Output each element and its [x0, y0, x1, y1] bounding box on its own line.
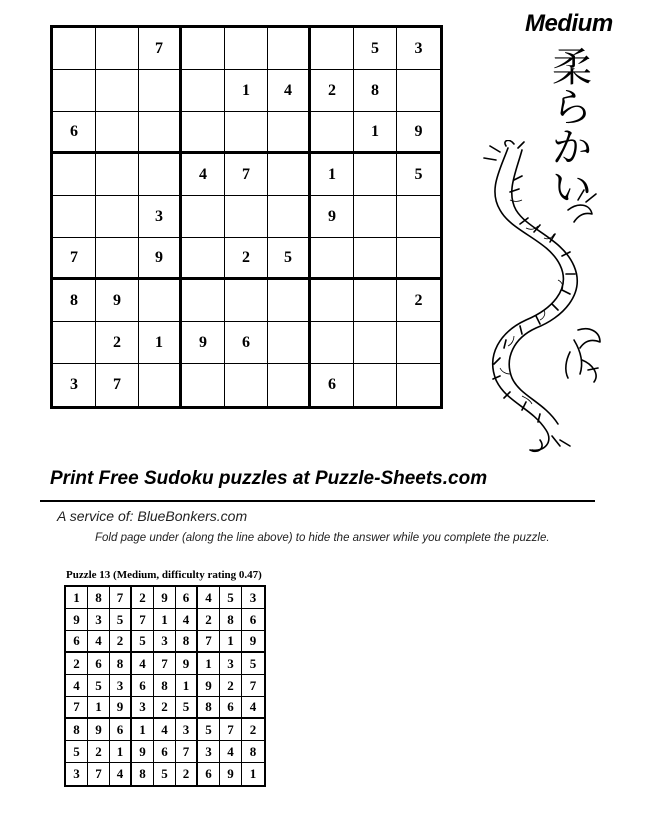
puzzle-cell: [397, 70, 440, 112]
answer-cell: 3: [66, 763, 88, 785]
answer-cell: 7: [154, 653, 176, 675]
puzzle-cell: 6: [311, 364, 354, 406]
puzzle-cell: [139, 154, 182, 196]
answer-caption: Puzzle 13 (Medium, difficulty rating 0.47): [66, 569, 262, 581]
puzzle-cell: [354, 364, 397, 406]
answer-cell: 2: [220, 675, 242, 697]
puzzle-cell: 9: [96, 280, 139, 322]
puzzle-cell: 9: [182, 322, 225, 364]
answer-cell: 4: [242, 697, 264, 719]
answer-cell: 1: [249, 766, 257, 781]
puzzle-cell: 7: [139, 28, 182, 70]
puzzle-cell: [268, 280, 311, 322]
puzzle-cell: [225, 364, 268, 406]
answer-cell: 2: [154, 697, 176, 719]
puzzle-cell: 1: [225, 70, 268, 112]
puzzle-cell: [96, 196, 139, 238]
answer-cell: 9: [220, 763, 242, 785]
puzzle-cell: 7: [225, 154, 268, 196]
puzzle-cell: [268, 364, 311, 406]
puzzle-cell: 9: [311, 196, 354, 238]
answer-cell: 6: [220, 697, 242, 719]
answer-cell: 4: [110, 763, 132, 785]
puzzle-cell: [96, 70, 139, 112]
puzzle-cell: [268, 112, 311, 154]
answer-cell: 1: [198, 653, 220, 675]
puzzle-cell: [182, 70, 225, 112]
answer-cell: 9: [154, 587, 176, 609]
answer-cell: 7: [132, 609, 154, 631]
answer-cell: 8: [198, 697, 220, 719]
answer-cell: 1: [154, 609, 176, 631]
puzzle-cell: [139, 280, 182, 322]
puzzle-cell: [311, 28, 354, 70]
puzzle-cell: [139, 112, 182, 154]
kanji-char: ら: [552, 85, 592, 131]
kanji-char: か: [552, 125, 592, 171]
puzzle-cell: [53, 154, 96, 196]
answer-cell: 8: [176, 631, 198, 653]
answer-cell: 6: [176, 587, 198, 609]
answer-cell: 2: [198, 609, 220, 631]
puzzle-cell: 7: [96, 364, 139, 406]
answer-cell: 3: [88, 609, 110, 631]
puzzle-cell: 5: [397, 154, 440, 196]
answer-cell: 7: [110, 587, 132, 609]
answer-cell: 1: [88, 697, 110, 719]
answer-cell: 1: [132, 719, 154, 741]
puzzle-cell: [311, 322, 354, 364]
puzzle-cell: 2: [311, 70, 354, 112]
answer-cell: 2: [88, 741, 110, 763]
answer-cell: 7: [176, 741, 198, 763]
answer-cell: 9: [66, 609, 88, 631]
answer-cell: 1: [220, 631, 242, 653]
puzzle-cell: 2: [225, 238, 268, 280]
answer-cell: 4: [132, 653, 154, 675]
answer-cell: 5: [88, 675, 110, 697]
headline: Print Free Sudoku puzzles at Puzzle-Sheets.com: [50, 468, 488, 489]
puzzle-cell: [182, 196, 225, 238]
puzzle-cell: 3: [397, 28, 440, 70]
puzzle-cell: [225, 280, 268, 322]
answer-cell: 3: [198, 741, 220, 763]
answer-cell: 9: [110, 697, 132, 719]
puzzle-cell: [397, 364, 440, 406]
answer-cell: 8: [132, 763, 154, 785]
dragon-icon: [470, 140, 610, 460]
puzzle-cell: [225, 112, 268, 154]
answer-cell: 3: [242, 587, 264, 609]
answer-cell: 2: [110, 631, 132, 653]
answer-cell: 8: [220, 609, 242, 631]
puzzle-cell: [268, 196, 311, 238]
puzzle-cell: [268, 154, 311, 196]
puzzle-cell: 1: [311, 154, 354, 196]
answer-cell: 6: [110, 719, 132, 741]
puzzle-cell: 5: [354, 28, 397, 70]
answer-cell: 5: [220, 587, 242, 609]
puzzle-cell: 9: [397, 112, 440, 154]
answer-cell: 5: [198, 719, 220, 741]
puzzle-cell: 2: [397, 280, 440, 322]
puzzle-cell: [182, 364, 225, 406]
answer-cell: 4: [198, 587, 220, 609]
puzzle-cell: [397, 238, 440, 280]
answer-cell: 3: [110, 675, 132, 697]
answer-cell: 8: [242, 741, 264, 763]
puzzle-cell: [268, 28, 311, 70]
puzzle-cell: [397, 322, 440, 364]
puzzle-cell: 3: [53, 364, 96, 406]
answer-cell: 4: [88, 631, 110, 653]
puzzle-cell: 1: [139, 322, 182, 364]
answer-cell: 6: [132, 675, 154, 697]
answer-cell: 8: [110, 653, 132, 675]
puzzle-cell: [354, 238, 397, 280]
puzzle-cell: [139, 70, 182, 112]
answer-cell: 8: [88, 587, 110, 609]
answer-cell: 9: [176, 653, 198, 675]
answer-cell: 6: [198, 763, 220, 785]
answer-cell: 5: [132, 631, 154, 653]
answer-cell: 5: [110, 609, 132, 631]
puzzle-cell: [182, 28, 225, 70]
answer-cell: 8: [66, 719, 88, 741]
kanji-char: 柔: [552, 45, 592, 91]
answer-cell: 6: [66, 631, 88, 653]
puzzle-cell: [354, 322, 397, 364]
puzzle-cell: [53, 28, 96, 70]
puzzle-cell: 4: [268, 70, 311, 112]
answer-cell: 5: [66, 741, 88, 763]
puzzle-cell: [225, 196, 268, 238]
puzzle-cell: 7: [53, 238, 96, 280]
puzzle-cell: [139, 364, 182, 406]
puzzle-cell: [354, 196, 397, 238]
puzzle-cell: [96, 112, 139, 154]
fold-line-divider: [40, 500, 595, 502]
answer-cell: 4: [154, 719, 176, 741]
answer-cell: 5: [242, 653, 264, 675]
answer-cell: 1: [66, 587, 88, 609]
answer-cell: 2: [66, 653, 88, 675]
answer-cell: 4: [220, 741, 242, 763]
answer-grid: [64, 585, 266, 787]
puzzle-cell: 8: [53, 280, 96, 322]
puzzle-cell: 6: [225, 322, 268, 364]
answer-cell: 1: [110, 741, 132, 763]
difficulty-label: Medium: [525, 10, 613, 37]
puzzle-cell: 1: [354, 112, 397, 154]
answer-cell: 3: [132, 697, 154, 719]
answer-cell: 9: [88, 719, 110, 741]
puzzle-cell: [354, 280, 397, 322]
answer-cell: 7: [66, 697, 88, 719]
puzzle-cell: [96, 154, 139, 196]
puzzle-cell: [311, 280, 354, 322]
puzzle-cell: [268, 322, 311, 364]
answer-cell: 6: [242, 609, 264, 631]
puzzle-cell: [311, 112, 354, 154]
puzzle-cell: [53, 196, 96, 238]
answer-cell: 7: [220, 719, 242, 741]
answer-cell: 7: [88, 763, 110, 785]
answer-cell: 2: [242, 719, 264, 741]
puzzle-cell: [182, 238, 225, 280]
puzzle-cell: 4: [182, 154, 225, 196]
puzzle-cell: 6: [53, 112, 96, 154]
answer-cell: 7: [198, 631, 220, 653]
puzzle-cell: [225, 28, 268, 70]
fold-instruction: Fold page under (along the line above) to hide the answer while you complete the puzzle.: [95, 532, 550, 544]
answer-cell: 4: [176, 609, 198, 631]
puzzle-cell: [397, 196, 440, 238]
answer-cell: 5: [154, 763, 176, 785]
answer-cell: 2: [132, 587, 154, 609]
answer-cell: 9: [132, 741, 154, 763]
answer-cell: 1: [176, 675, 198, 697]
puzzle-cell: 9: [139, 238, 182, 280]
answer-cell: 4: [66, 675, 88, 697]
answer-cell: 3: [154, 631, 176, 653]
puzzle-cell: 2: [96, 322, 139, 364]
answer-cell: 9: [242, 631, 264, 653]
puzzle-cell: 8: [354, 70, 397, 112]
puzzle-cell: [53, 322, 96, 364]
puzzle-cell: [311, 238, 354, 280]
puzzle-grid: [50, 25, 443, 409]
puzzle-cell: [182, 112, 225, 154]
puzzle-cell: 5: [268, 238, 311, 280]
puzzle-cell: [182, 280, 225, 322]
answer-cell: 6: [88, 653, 110, 675]
answer-cell: 6: [154, 741, 176, 763]
puzzle-cell: [96, 238, 139, 280]
puzzle-cell: [96, 28, 139, 70]
service-line: A service of: BlueBonkers.com: [57, 508, 248, 524]
answer-cell: 8: [154, 675, 176, 697]
answer-cell: 9: [198, 675, 220, 697]
answer-cell: 2: [176, 763, 198, 785]
puzzle-cell: [53, 70, 96, 112]
puzzle-cell: 3: [139, 196, 182, 238]
answer-cell: 3: [176, 719, 198, 741]
answer-cell: 5: [176, 697, 198, 719]
answer-cell: 3: [220, 653, 242, 675]
puzzle-cell: [354, 154, 397, 196]
answer-cell: 7: [242, 675, 264, 697]
kanji-char: い: [552, 165, 592, 211]
